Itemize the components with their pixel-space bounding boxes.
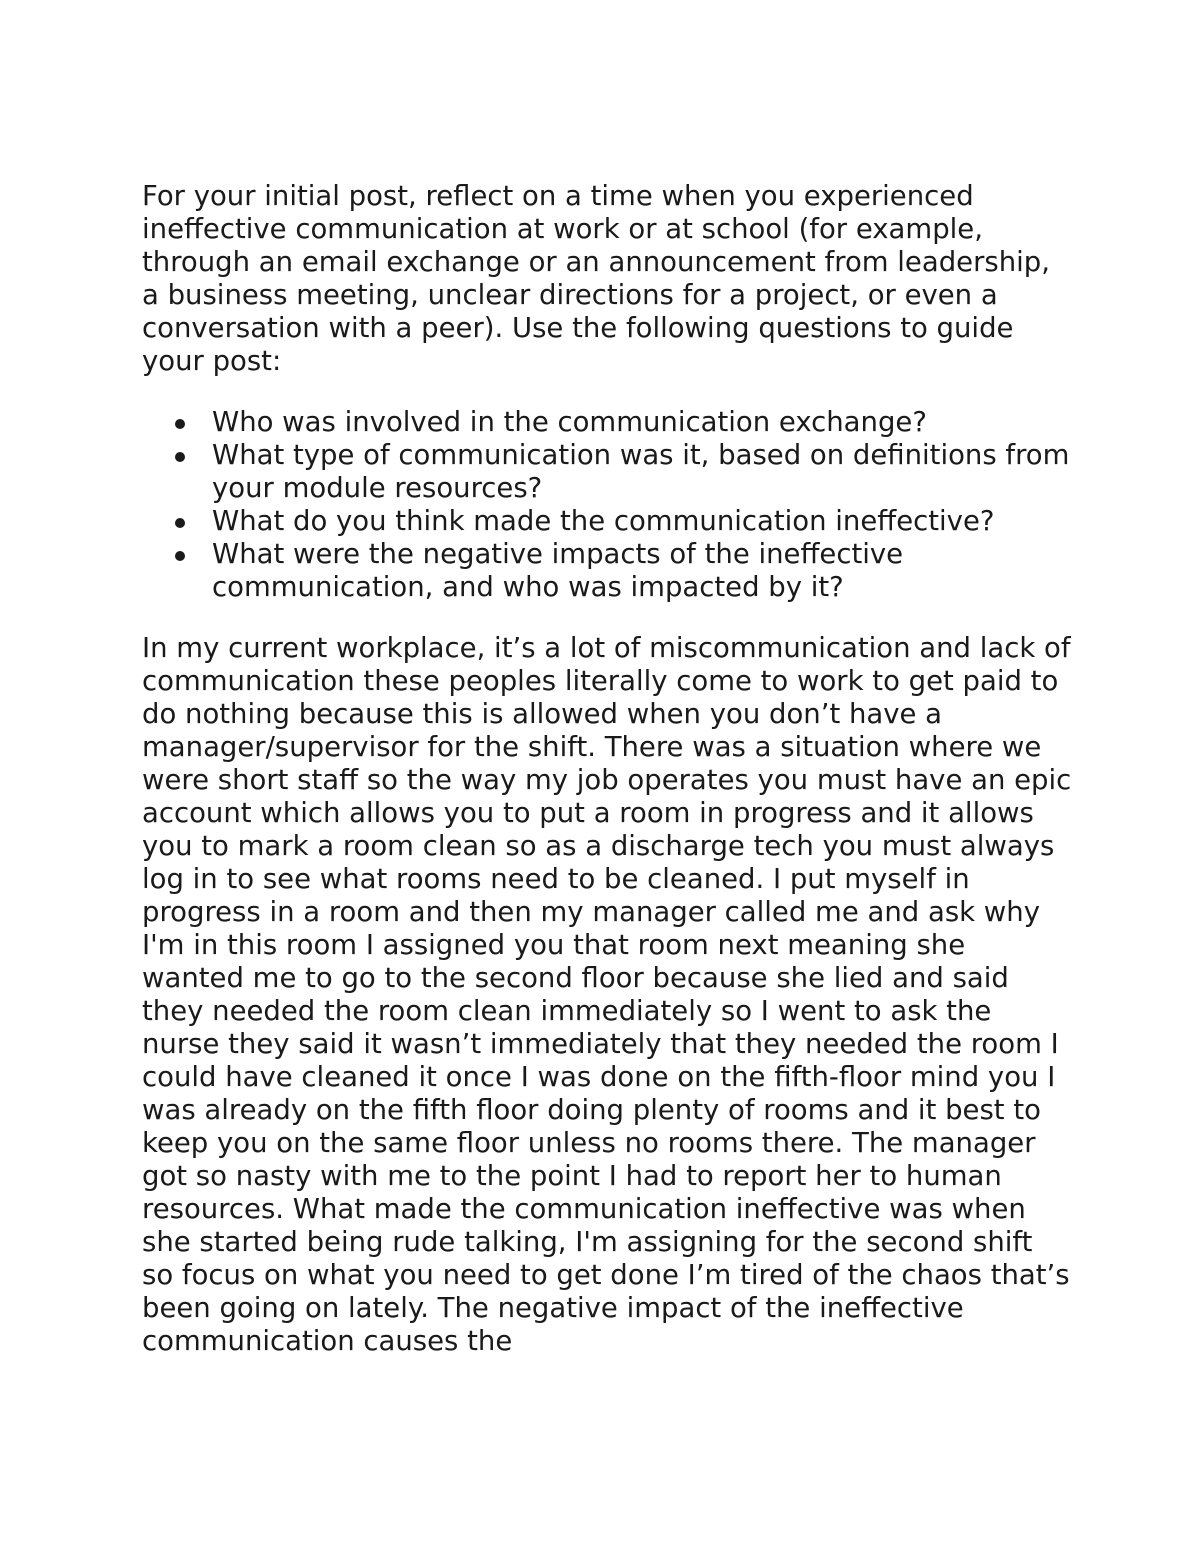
prompt-paragraph: For your initial post, reflect on a time when you experienced ineffective communication at work or at school (for example, through an email exchange or an announcement from leadership, a business meeting, unclear directions for a project, or even a conversation with a peer). Use the following questions to guide your post: — [142, 180, 1050, 377]
document-body — [142, 180, 1072, 1358]
question-text: Who was involved in the communication exchange? — [212, 406, 927, 438]
bullet-icon — [175, 452, 185, 462]
question-text: What type of communication was it, based on definitions from your module resources? — [212, 439, 1070, 504]
question-item — [142, 538, 1072, 604]
response-paragraph: In my current workplace, it’s a lot of miscommunication and lack of communication these peoples literally come to work to get paid to do nothing because this is allowed when you don’t have a manager/supervisor for the shift. There was a situation where we were short staff so the way my job operates you must have an epic account which allows you to put a room in progress and it allows you to mark a room clean so as a discharge tech you must always log in to see what rooms need to be cleaned. I put myself in progress in a room and then my manager called me and ask why I'm in this room I assigned you that room next meaning she wanted me to go to the second floor because she lied and said they needed the room clean immediately so I went to ask the nurse they said it wasn’t immediately that they needed the room I could have cleaned it once I was done on the fifth-floor mind you I was already on the fifth floor doing plenty of rooms and it best to keep you on the same floor unless no rooms there. The manager got so nasty with me to the point I had to report her to human resources. What made the communication ineffective was when she started being rude talking, I'm assigning for the second shift so focus on what you need to get done I’m tired of the chaos that’s been going on lately. The negative impact of the ineffective communication causes the — [142, 632, 1072, 1357]
question-item — [142, 439, 1072, 505]
question-item — [142, 406, 1072, 439]
question-item — [142, 505, 1072, 538]
question-text: What were the negative impacts of the ineffective communication, and who was impacted by it? — [212, 538, 904, 603]
bullet-icon — [175, 518, 185, 528]
question-list — [142, 406, 1072, 604]
bullet-icon — [175, 419, 185, 429]
question-text: What do you think made the communication ineffective? — [212, 505, 995, 537]
bullet-icon — [175, 551, 185, 561]
